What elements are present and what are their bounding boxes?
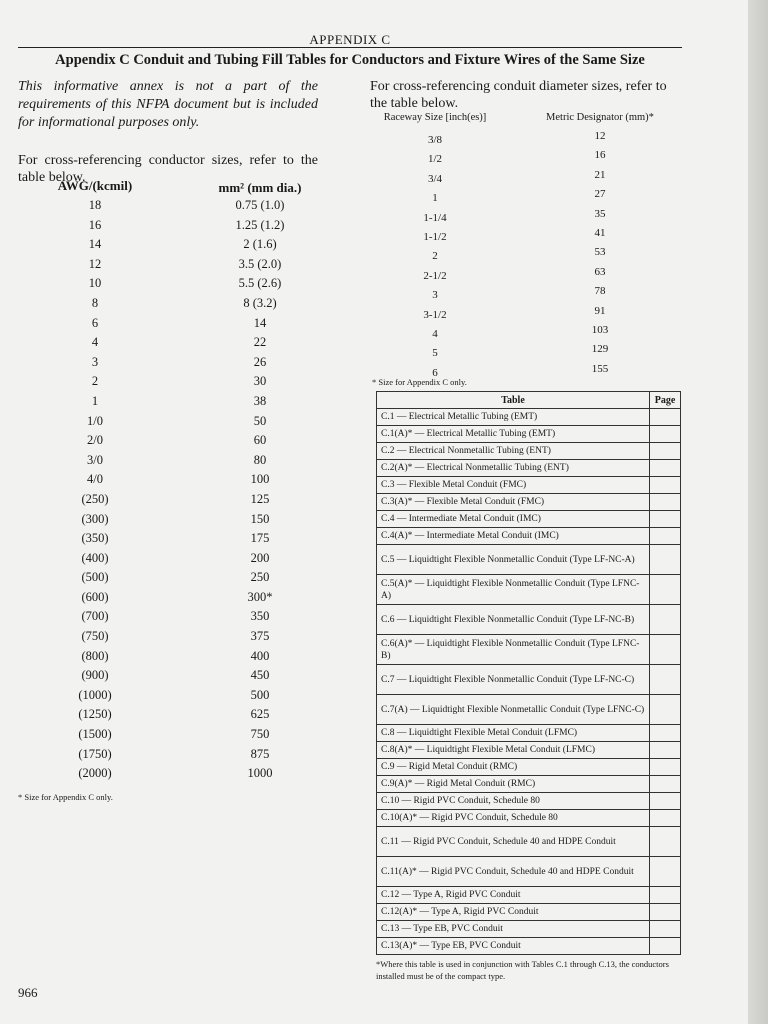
metric-designator-cell: 78 — [594, 285, 606, 298]
awg-cell: (350) — [81, 531, 109, 546]
metric-designator-cell: 129 — [591, 343, 609, 356]
table-index-footnote: *Where this table is used in conjunction with Tables C.1 through C.13, the conductors installed must be of the compact type. — [376, 959, 669, 981]
table-title-cell: C.6(A)* — Liquidtight Flexible Nonmetallic Conduit (Type LFNC-B) — [377, 635, 650, 665]
table-row — [377, 443, 681, 460]
page-cell — [650, 827, 681, 857]
conductor-table-header — [30, 178, 330, 198]
table-row — [377, 827, 681, 857]
awg-cell: 3/0 — [87, 452, 103, 467]
page-number: 966 — [18, 985, 38, 1000]
metric-designator-cell: 103 — [591, 323, 609, 336]
table-title-cell: C.10(A)* — Rigid PVC Conduit, Schedule 80 — [377, 810, 650, 827]
mm2-cell: 625 — [250, 707, 270, 722]
table-row — [377, 938, 681, 955]
mm2-cell: 14 — [253, 315, 267, 330]
table-title-cell: C.2(A)* — Electrical Nonmetallic Tubing (ENT) — [377, 460, 650, 477]
awg-cell: 1 — [91, 393, 99, 408]
table-title-cell: C.12(A)* — Type A, Rigid PVC Conduit — [377, 904, 650, 921]
page-cell — [650, 776, 681, 793]
table-row — [377, 528, 681, 545]
page-cell — [650, 793, 681, 810]
metric-designator-cell: 27 — [594, 188, 606, 201]
awg-cell: 14 — [88, 237, 102, 252]
metric-designator-cell: 63 — [594, 265, 606, 278]
page-cell — [650, 545, 681, 575]
table-row — [30, 335, 330, 355]
mm2-cell: 250 — [250, 570, 270, 585]
mm2-cell: 500 — [250, 687, 270, 702]
table-title-cell: C.10 — Rigid PVC Conduit, Schedule 80 — [377, 793, 650, 810]
awg-cell: 12 — [88, 256, 102, 271]
metric-designator-cell: 35 — [594, 207, 606, 220]
mm2-cell: 2 (1.6) — [243, 237, 277, 252]
table-title-cell: C.8 — Liquidtight Flexible Metal Conduit (LFMC) — [377, 725, 650, 742]
table-title-cell: C.5 — Liquidtight Flexible Nonmetallic Conduit (Type LF-NC-A) — [377, 545, 650, 575]
mm2-cell: 26 — [253, 354, 267, 369]
table-title-cell: C.9 — Rigid Metal Conduit (RMC) — [377, 759, 650, 776]
awg-cell: (500) — [81, 570, 109, 585]
table-title-cell: C.6 — Liquidtight Flexible Nonmetallic Conduit (Type LF-NC-B) — [377, 605, 650, 635]
metric-designator-cell: 91 — [594, 304, 606, 317]
page-cell — [650, 921, 681, 938]
table-row — [30, 433, 330, 453]
mm2-cell: 8 (3.2) — [243, 295, 277, 310]
raceway-size-header: Raceway Size [inch(es)] — [383, 112, 487, 123]
awg-header: AWG/(kcmil) — [57, 178, 133, 193]
page-cell — [650, 759, 681, 776]
table-row — [30, 355, 330, 375]
raceway-size-cell: 2 — [432, 250, 438, 263]
informative-note: This informative annex is not a part of the requirements of this NFPA document but is included for informational purposes only. — [18, 79, 318, 130]
table-title-cell: C.4(A)* — Intermediate Metal Conduit (IMC) — [377, 528, 650, 545]
table-row — [377, 665, 681, 695]
mm2-cell: 30 — [253, 374, 267, 389]
table-row — [377, 887, 681, 904]
mm2-cell: 38 — [253, 393, 267, 408]
mm2-cell: 350 — [250, 609, 270, 624]
raceway-footnote: * Size for Appendix C only. — [372, 377, 467, 387]
awg-cell: (900) — [81, 668, 109, 683]
table-row — [377, 857, 681, 887]
mm2-cell: 750 — [250, 727, 270, 742]
awg-cell: 4 — [91, 335, 99, 350]
table-row — [30, 257, 330, 277]
page-cell — [650, 511, 681, 528]
raceway-size-cell: 3-1/2 — [423, 308, 447, 321]
awg-cell: 10 — [88, 276, 102, 291]
table-row — [30, 688, 330, 708]
raceway-size-cell: 1 — [432, 192, 438, 205]
page-cell — [650, 528, 681, 545]
table-row — [377, 742, 681, 759]
table-title-cell: C.13 — Type EB, PVC Conduit — [377, 921, 650, 938]
raceway-size-cell: 6 — [432, 366, 438, 379]
table-row — [30, 727, 330, 747]
table-row — [30, 316, 330, 336]
raceway-size-cell: 4 — [432, 327, 438, 340]
table-row — [30, 218, 330, 238]
table-row — [30, 414, 330, 434]
table-row — [30, 590, 330, 610]
metric-designator-cell: 155 — [591, 362, 609, 375]
table-row — [30, 668, 330, 688]
mm2-cell: 300* — [247, 589, 273, 604]
awg-cell: 18 — [88, 198, 102, 212]
table-row — [377, 511, 681, 528]
awg-cell: 1/0 — [87, 413, 103, 428]
table-row — [377, 426, 681, 443]
mm2-cell: 60 — [253, 433, 267, 448]
right-column — [370, 78, 680, 112]
table-index-body — [377, 409, 681, 955]
table-row — [30, 472, 330, 492]
table-row — [377, 776, 681, 793]
awg-cell: 16 — [88, 217, 102, 232]
table-row — [30, 237, 330, 257]
raceway-size-cell: 5 — [432, 347, 438, 360]
table-row — [30, 747, 330, 767]
table-row — [30, 374, 330, 394]
raceway-table-body — [380, 132, 680, 384]
table-row — [30, 551, 330, 571]
running-head: APPENDIX C — [309, 32, 391, 47]
awg-cell: (250) — [81, 491, 109, 506]
table-row — [377, 904, 681, 921]
page-cell — [650, 887, 681, 904]
table-row — [377, 460, 681, 477]
table-row — [30, 649, 330, 669]
raceway-size-cell: 1-1/4 — [423, 211, 447, 224]
raceway-size-cell: 1-1/2 — [423, 230, 447, 243]
left-column — [18, 78, 318, 186]
metric-designator-cell: 21 — [594, 168, 606, 181]
mm2-cell: 80 — [253, 452, 267, 467]
table-title-cell: C.4 — Intermediate Metal Conduit (IMC) — [377, 511, 650, 528]
page-cell — [650, 575, 681, 605]
page-cell — [650, 605, 681, 635]
table-row — [30, 198, 330, 218]
page-cell — [650, 695, 681, 725]
page-cell — [650, 477, 681, 494]
awg-cell: (1500) — [78, 727, 112, 742]
awg-cell: (750) — [81, 629, 109, 644]
mm2-cell: 200 — [250, 550, 270, 565]
table-row — [30, 531, 330, 551]
conductor-footnote: * Size for Appendix C only. — [18, 792, 113, 802]
page-cell — [650, 904, 681, 921]
table-row — [30, 492, 330, 512]
table-row — [30, 629, 330, 649]
mm2-cell: 150 — [250, 511, 270, 526]
table-title-cell: C.7 — Liquidtight Flexible Nonmetallic Conduit (Type LF-NC-C) — [377, 665, 650, 695]
metric-designator-header: Metric Designator (mm)* — [546, 112, 654, 123]
table-row — [30, 570, 330, 590]
page-edge-shadow — [748, 0, 768, 1024]
mm2-cell: 5.5 (2.6) — [238, 276, 282, 291]
table-title-cell: C.3 — Flexible Metal Conduit (FMC) — [377, 477, 650, 494]
conductor-size-table — [30, 178, 330, 786]
page-cell — [650, 494, 681, 511]
table-index-header-row — [377, 392, 681, 409]
awg-cell: 2/0 — [87, 433, 103, 448]
mm2-cell: 100 — [250, 472, 270, 487]
page-column-header: Page — [650, 392, 681, 409]
table-title-cell: C.2 — Electrical Nonmetallic Tubing (ENT) — [377, 443, 650, 460]
mm2-cell: 0.75 (1.0) — [235, 198, 285, 212]
conductor-table-body — [30, 198, 330, 786]
page-cell — [650, 426, 681, 443]
table-title-cell: C.12 — Type A, Rigid PVC Conduit — [377, 887, 650, 904]
table-row — [377, 494, 681, 511]
page-cell — [650, 725, 681, 742]
table-row — [30, 707, 330, 727]
mm2-cell: 175 — [250, 531, 270, 546]
table-title-cell: C.3(A)* — Flexible Metal Conduit (FMC) — [377, 494, 650, 511]
page-cell — [650, 938, 681, 955]
table-title-cell: C.7(A) — Liquidtight Flexible Nonmetallic Conduit (Type LFNC-C) — [377, 695, 650, 725]
awg-cell: (1750) — [78, 746, 112, 761]
table-row — [377, 810, 681, 827]
table-row — [377, 409, 681, 426]
table-title-cell: C.11 — Rigid PVC Conduit, Schedule 40 and HDPE Conduit — [377, 827, 650, 857]
table-row — [377, 695, 681, 725]
page-cell — [650, 409, 681, 426]
table-row — [377, 575, 681, 605]
mm2-cell: 125 — [250, 491, 270, 506]
mm2-cell: 22 — [253, 335, 267, 350]
table-index — [376, 391, 681, 955]
mm2-header: mm² (mm dia.) — [218, 180, 302, 195]
table-column-header: Table — [377, 392, 650, 409]
table-row — [377, 635, 681, 665]
raceway-size-cell: 2-1/2 — [423, 269, 447, 282]
table-row — [377, 921, 681, 938]
raceway-intro: For cross-referencing conduit diameter sizes, refer to the table below. — [370, 79, 667, 111]
raceway-size-cell: 3 — [432, 289, 438, 302]
mm2-cell: 1000 — [247, 766, 273, 781]
table-row — [377, 545, 681, 575]
table-row — [30, 453, 330, 473]
table-row — [30, 296, 330, 316]
page-cell — [650, 460, 681, 477]
table-row — [30, 276, 330, 296]
table-row — [30, 609, 330, 629]
page-cell — [650, 443, 681, 460]
mm2-cell: 450 — [250, 668, 270, 683]
awg-cell: 6 — [91, 315, 99, 330]
awg-cell: 8 — [91, 295, 99, 310]
table-title-cell: C.5(A)* — Liquidtight Flexible Nonmetallic Conduit (Type LFNC-A) — [377, 575, 650, 605]
table-title-cell: C.1(A)* — Electrical Metallic Tubing (EMT) — [377, 426, 650, 443]
table-row — [377, 477, 681, 494]
raceway-size-cell: 1/2 — [427, 153, 443, 166]
raceway-size-cell: 3/8 — [427, 134, 443, 146]
table-row — [377, 793, 681, 810]
page-title: Appendix C Conduit and Tubing Fill Tables for Conductors and Fixture Wires of the Same Size — [55, 52, 645, 68]
metric-designator-cell: 41 — [594, 226, 606, 239]
raceway-table-header — [380, 112, 680, 132]
awg-cell: (800) — [81, 648, 109, 663]
table-row — [377, 605, 681, 635]
mm2-cell: 1.25 (1.2) — [235, 217, 285, 232]
awg-cell: (400) — [81, 550, 109, 565]
awg-cell: 3 — [91, 354, 99, 369]
mm2-cell: 400 — [250, 648, 270, 663]
mm2-cell: 875 — [250, 746, 270, 761]
mm2-cell: 50 — [253, 413, 267, 428]
table-title-cell: C.9(A)* — Rigid Metal Conduit (RMC) — [377, 776, 650, 793]
awg-cell: (1000) — [78, 687, 112, 702]
table-title-cell: C.8(A)* — Liquidtight Flexible Metal Conduit (LFMC) — [377, 742, 650, 759]
awg-cell: (600) — [81, 589, 109, 604]
raceway-size-table — [380, 112, 680, 384]
table-row — [30, 512, 330, 532]
awg-cell: (1250) — [78, 707, 112, 722]
mm2-cell: 3.5 (2.0) — [238, 256, 282, 271]
page-cell — [650, 742, 681, 759]
mm2-cell: 375 — [250, 629, 270, 644]
awg-cell: 4/0 — [87, 472, 103, 487]
page-cell — [650, 665, 681, 695]
metric-designator-cell: 16 — [594, 149, 606, 162]
awg-cell: (700) — [81, 609, 109, 624]
table-title-cell: C.13(A)* — Type EB, PVC Conduit — [377, 938, 650, 955]
table-row — [377, 725, 681, 742]
conductor-intro: For cross-referencing conductor sizes, refer to the table below. — [18, 153, 318, 185]
page-cell — [650, 635, 681, 665]
table-row — [30, 394, 330, 414]
metric-designator-cell: 53 — [594, 246, 606, 259]
page-cell — [650, 810, 681, 827]
header-rule — [18, 47, 682, 48]
page-cell — [650, 857, 681, 887]
awg-cell: (2000) — [78, 766, 112, 781]
awg-cell: 2 — [91, 374, 99, 389]
table-row — [377, 759, 681, 776]
raceway-size-cell: 3/4 — [427, 172, 443, 185]
awg-cell: (300) — [81, 511, 109, 526]
metric-designator-cell: 12 — [594, 130, 606, 142]
table-title-cell: C.11(A)* — Rigid PVC Conduit, Schedule 40 and HDPE Conduit — [377, 857, 650, 887]
table-title-cell: C.1 — Electrical Metallic Tubing (EMT) — [377, 409, 650, 426]
table-row — [30, 766, 330, 786]
